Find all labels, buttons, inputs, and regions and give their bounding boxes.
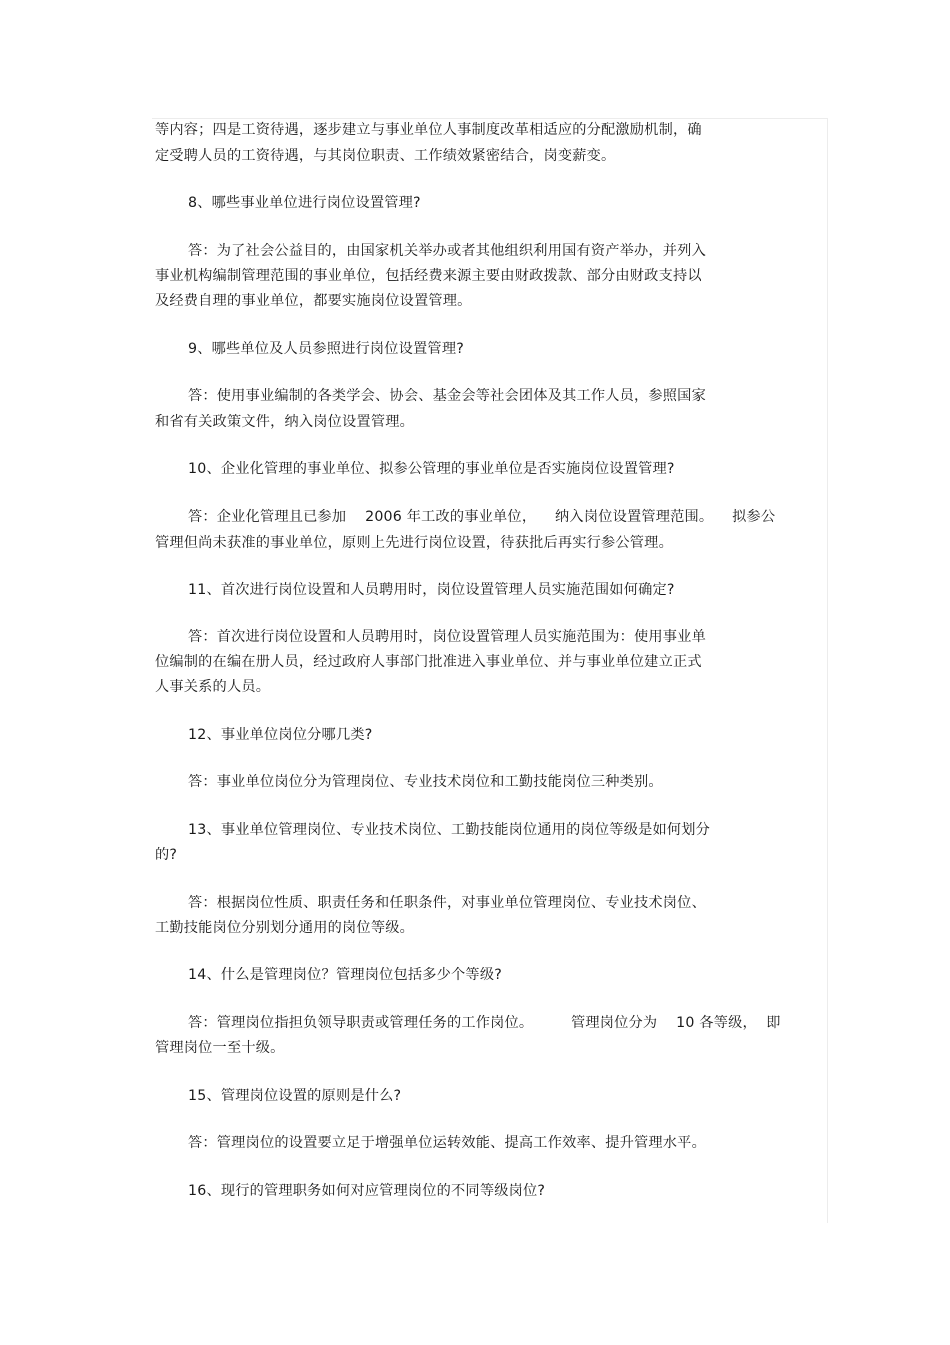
question-14: 14、什么是管理岗位？管理岗位包括多少个等级? [188, 967, 502, 983]
answer-8-line: 答：为了社会公益目的，由国家机关举办或者其他组织利用国有资产举办，并列入 [188, 243, 706, 259]
answer-8-line: 及经费自理的事业单位，都要实施岗位设置管理。 [155, 293, 472, 309]
question-16: 16、现行的管理职务如何对应管理岗位的不同等级岗位? [188, 1183, 546, 1199]
question-13-line: 13、事业单位管理岗位、专业技术岗位、工勤技能岗位通用的岗位等级是如何划分 [188, 822, 711, 838]
question-11: 11、首次进行岗位设置和人员聘用时，岗位设置管理人员实施范围如何确定? [188, 582, 675, 598]
answer-9-line: 和省有关政策文件，纳入岗位设置管理。 [155, 414, 414, 430]
question-12: 12、事业单位岗位分哪几类? [188, 727, 373, 743]
paragraph-line: 等内容；四是工资待遇，逐步建立与事业单位人事制度改革相适应的分配激励机制，确 [155, 122, 702, 138]
answer-10-line: 答：企业化管理且已参加 2006 年工改的事业单位， 纳入岗位设置管理范围。 拟参公 [188, 509, 776, 525]
question-13-line: 的? [155, 847, 178, 863]
answer-14-line: 答：管理岗位指担负领导职责或管理任务的工作岗位。 管理岗位分为 10 各等级， 即 [188, 1015, 781, 1031]
question-9: 9、哪些单位及人员参照进行岗位设置管理? [188, 341, 464, 357]
answer-10-line: 管理但尚未获准的事业单位，原则上先进行岗位设置，待获批后再实行参公管理。 [155, 535, 673, 551]
question-8: 8、哪些事业单位进行岗位设置管理? [188, 195, 421, 211]
question-10: 10、企业化管理的事业单位、拟参公管理的事业单位是否实施岗位设置管理? [188, 461, 675, 477]
answer-9-line: 答：使用事业编制的各类学会、协会、基金会等社会团体及其工作人员，参照国家 [188, 388, 706, 404]
answer-13-line: 工勤技能岗位分别划分通用的岗位等级。 [155, 920, 414, 936]
answer-15-line: 答：管理岗位的设置要立足于增强单位运转效能、提高工作效率、提升管理水平。 [188, 1135, 706, 1151]
answer-13-line: 答：根据岗位性质、职责任务和任职条件，对事业单位管理岗位、专业技术岗位、 [188, 895, 706, 911]
answer-12-line: 答：事业单位岗位分为管理岗位、专业技术岗位和工勤技能岗位三种类别。 [188, 774, 663, 790]
answer-11-line: 位编制的在编在册人员，经过政府人事部门批准进入事业单位、并与事业单位建立正式 [155, 654, 702, 670]
answer-11-line: 人事关系的人员。 [155, 679, 271, 695]
answer-8-line: 事业机构编制管理范围的事业单位，包括经费来源主要由财政拨款、部分由财政支持以 [155, 268, 702, 284]
answer-11-line: 答：首次进行岗位设置和人员聘用时，岗位设置管理人员实施范围为：使用事业单 [188, 629, 706, 645]
answer-14-line: 管理岗位一至十级。 [155, 1040, 285, 1056]
question-15: 15、管理岗位设置的原则是什么? [188, 1088, 402, 1104]
paragraph-line: 定受聘人员的工资待遇，与其岗位职责、工作绩效紧密结合，岗变薪变。 [155, 148, 616, 164]
